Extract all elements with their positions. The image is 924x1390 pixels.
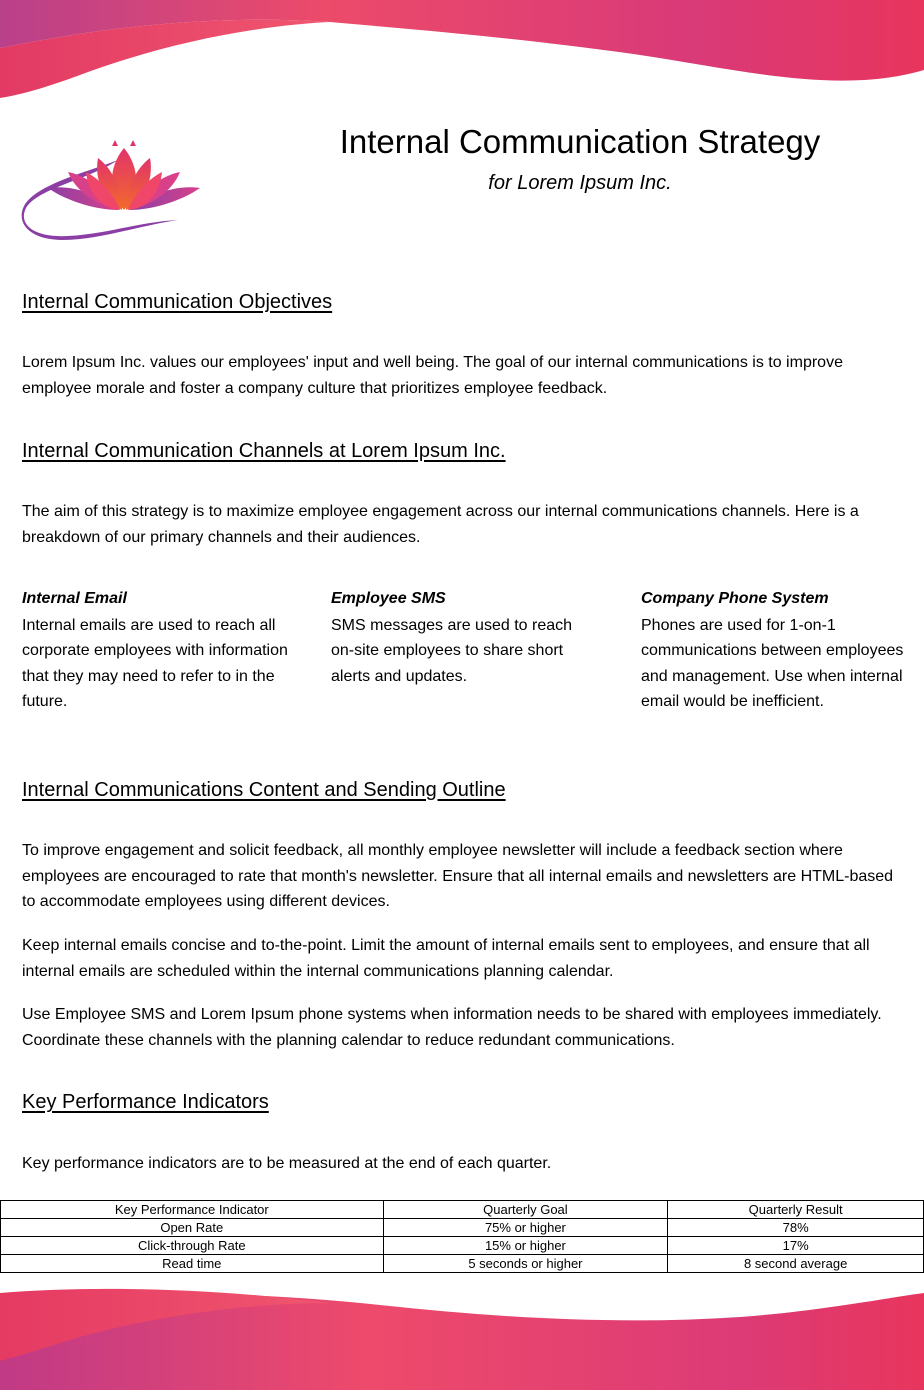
lotus-logo	[18, 140, 208, 245]
content-paragraph-1: To improve engagement and solicit feedback, all monthly employee newsletter will include a feedback section where employees are encouraged to rate that month's newsletter. Ensure that all internal emails and newsletters are HTML-based to accommodate employees using different devices.	[22, 842, 894, 910]
channel-text: Phones are used for 1-on-1 communications between employees and management. Use when internal email would be inefficient.	[641, 616, 904, 710]
table-cell: Click-through Rate	[1, 1237, 384, 1255]
table-header-cell: Key Performance Indicator	[1, 1201, 384, 1219]
table-cell: 17%	[668, 1237, 924, 1255]
channel-internal-email	[22, 586, 290, 715]
table-cell: 5 seconds or higher	[383, 1255, 668, 1273]
table-header-row	[1, 1201, 924, 1219]
table-row	[1, 1237, 924, 1255]
table-cell: 78%	[668, 1219, 924, 1237]
table-cell: 15% or higher	[383, 1237, 668, 1255]
table-cell: 8 second average	[668, 1255, 924, 1273]
top-wave-decoration	[0, 0, 924, 110]
table-cell: Read time	[1, 1255, 384, 1273]
bottom-wave-decoration	[0, 1285, 924, 1390]
channel-text: Internal emails are used to reach all corporate employees with information that they may need to refer to in the future.	[22, 616, 288, 710]
table-row	[1, 1255, 924, 1273]
channel-text: SMS messages are used to reach on-site employees to share short alerts and updates.	[331, 616, 573, 685]
channel-company-phone	[641, 586, 909, 715]
table-header-cell: Quarterly Result	[668, 1201, 924, 1219]
document-subtitle: for Lorem Ipsum Inc.	[488, 172, 672, 194]
table-cell: Open Rate	[1, 1219, 384, 1237]
table-row	[1, 1219, 924, 1237]
channel-title: Internal Email	[22, 590, 127, 607]
channel-title: Company Phone System	[641, 590, 829, 607]
heading-channels: Internal Communication Channels at Lorem Ipsum Inc.	[22, 440, 506, 462]
channels-text: The aim of this strategy is to maximize employee engagement across our internal communications channels. Here is a breakdown of our primary channels and their audiences.	[22, 503, 859, 546]
objectives-text: Lorem Ipsum Inc. values our employees' input and well being. The goal of our internal communications is to improve employee morale and foster a company culture that prioritizes employee feedback.	[22, 354, 843, 397]
table-header-cell: Quarterly Goal	[383, 1201, 668, 1219]
channel-employee-sms	[331, 586, 599, 689]
table-cell: 75% or higher	[383, 1219, 668, 1237]
content-paragraph-2: Keep internal emails concise and to-the-point. Limit the amount of internal emails sent to employees, and ensure that all internal emails are scheduled within the internal communications planning calendar.	[22, 937, 870, 980]
heading-content-outline: Internal Communications Content and Sending Outline	[22, 779, 506, 801]
heading-objectives: Internal Communication Objectives	[22, 291, 333, 313]
heading-kpi: Key Performance Indicators	[22, 1091, 269, 1113]
channel-title: Employee SMS	[331, 590, 446, 607]
kpi-table	[0, 1200, 924, 1273]
document-title: Internal Communication Strategy	[339, 123, 821, 160]
kpi-text: Key performance indicators are to be measured at the end of each quarter.	[22, 1155, 552, 1172]
content-paragraph-3: Use Employee SMS and Lorem Ipsum phone systems when information needs to be shared with employees immediately. Coordinate these channels with the planning calendar to reduce redundant communications.	[22, 1006, 882, 1049]
